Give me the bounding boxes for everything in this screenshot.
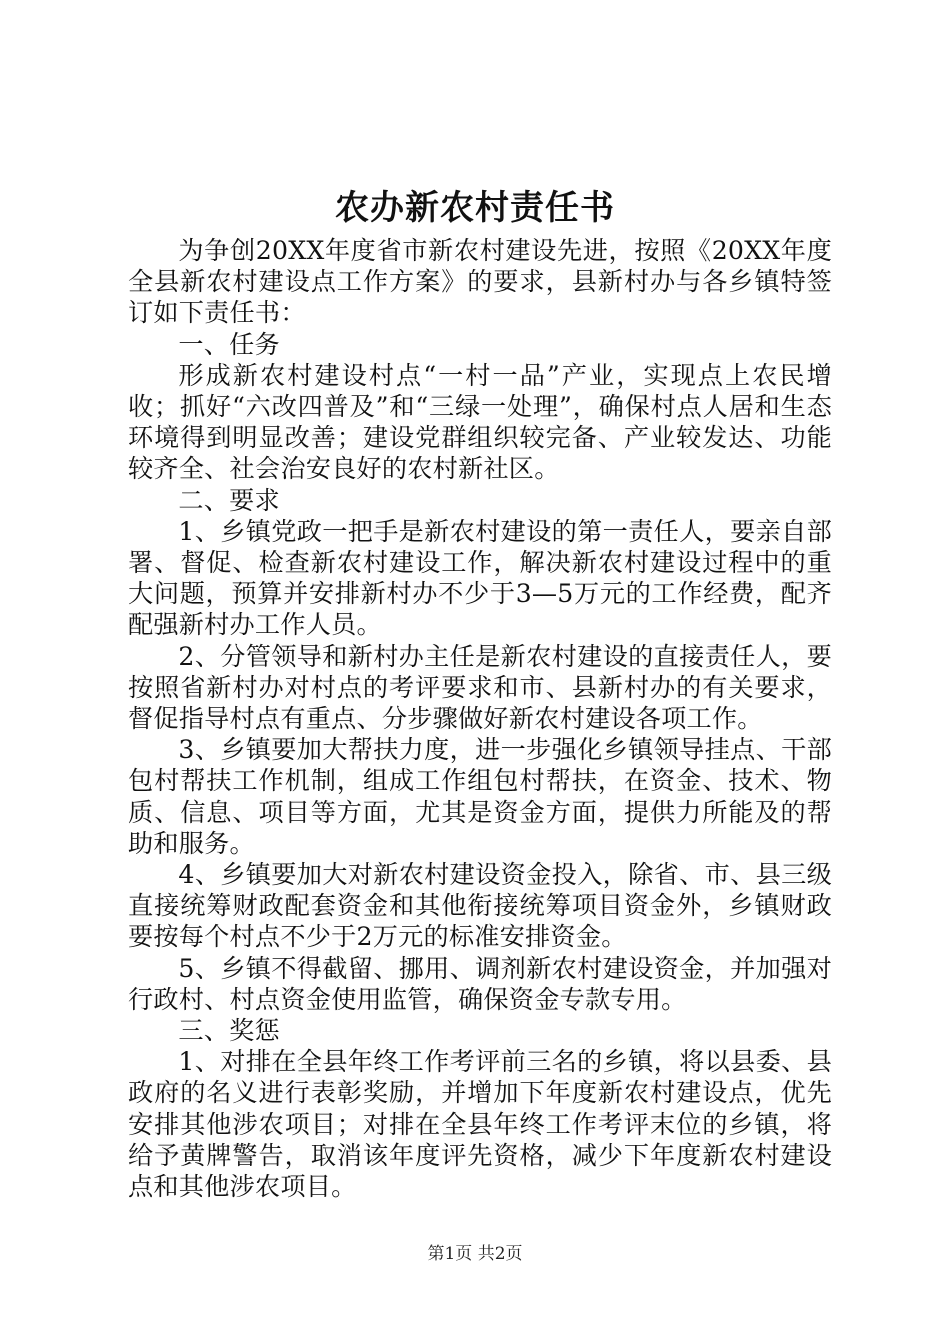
page-number-footer: 第1页 共2页 [427,1244,523,1264]
document-title: 农办新农村责任书 [335,188,615,228]
requirement-item-2: 2、分管领导和新村办主任是新农村建设的直接责任人，要按照省新村办对村点的考评要求和市、县新村办的有关要求，督促指导村点有重点、分步骤做好新农村建设各项工作。 [128,641,832,734]
section-heading-tasks: 一、任务 [178,329,280,359]
requirement-item-3: 3、乡镇要加大帮扶力度，进一步强化乡镇领导挂点、干部包村帮扶工作机制，组成工作组包村帮扶，在资金、技术、物质、信息、项目等方面，尤其是资金方面，提供力所能及的帮助和服务。 [128,735,832,858]
section-heading-rewards: 三、奖惩 [178,1016,280,1046]
intro-paragraph: 为争创20XX年度省市新农村建设先进，按照《20XX年度全县新农村建设点工作方案》的要求，县新村办与各乡镇特签订如下责任书： [128,236,832,328]
rewards-item-1: 1、对排在全县年终工作考评前三名的乡镇，将以县委、县政府的名义进行表彰奖励，并增加下年度新农村建设点，优先安排其他涉农项目；对排在全县年终工作考评末位的乡镇，将给予黄牌警告，取消该年度评先资格，减少下年度新农村建设点和其他涉农项目。 [128,1047,832,1202]
requirement-item-5: 5、乡镇不得截留、挪用、调剂新农村建设资金，并加强对行政村、村点资金使用监管，确保资金专款专用。 [128,953,832,1014]
section-heading-requirements: 二、要求 [178,485,280,515]
requirement-item-4: 4、乡镇要加大对新农村建设资金投入，除省、市、县三级直接统筹财政配套资金和其他衔接统筹项目资金外，乡镇财政要按每个村点不少于2万元的标准安排资金。 [128,860,832,952]
document-body [128,235,832,1202]
tasks-paragraph: 形成新农村建设村点“一村一品”产业，实现点上农民增收；抓好“六改四普及”和“三绿一处理”，确保村点人居和生态环境得到明显改善；建设党群组织较完备、产业较发达、功能较齐全、社会治安良好的农村新社区。 [128,360,832,484]
requirement-item-1: 1、乡镇党政一把手是新农村建设的第一责任人，要亲自部署、督促、检查新农村建设工作，解决新农村建设过程中的重大问题，预算并安排新村办不少于3—5万元的工作经费，配齐配强新村办工作人员。 [128,516,832,640]
